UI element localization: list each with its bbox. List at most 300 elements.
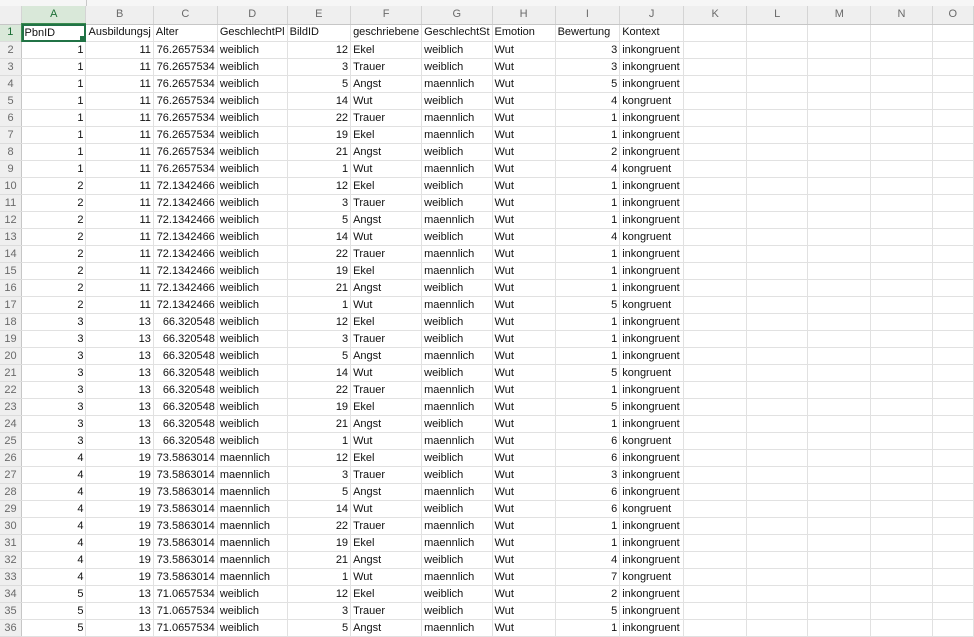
cell[interactable] bbox=[932, 212, 973, 229]
cell[interactable]: 3 bbox=[22, 365, 86, 382]
cell[interactable] bbox=[808, 433, 871, 450]
cell[interactable]: inkongruent bbox=[620, 314, 684, 331]
cell[interactable] bbox=[932, 603, 973, 620]
row-header[interactable]: 24 bbox=[0, 416, 22, 433]
cell[interactable]: 66.320548 bbox=[153, 365, 217, 382]
cell[interactable] bbox=[808, 365, 871, 382]
cell[interactable]: Wut bbox=[351, 161, 422, 178]
cell[interactable]: 76.2657534 bbox=[153, 110, 217, 127]
cell[interactable] bbox=[684, 212, 747, 229]
cell[interactable]: weiblich bbox=[217, 127, 287, 144]
cell[interactable] bbox=[871, 93, 932, 110]
cell[interactable] bbox=[747, 229, 808, 246]
cell[interactable]: 72.1342466 bbox=[153, 229, 217, 246]
cell[interactable] bbox=[871, 297, 932, 314]
select-all-corner[interactable] bbox=[0, 6, 22, 24]
cell[interactable]: 13 bbox=[86, 620, 153, 637]
cell[interactable]: 3 bbox=[287, 467, 350, 484]
cell[interactable]: maennlich bbox=[422, 382, 492, 399]
cell[interactable]: 19 bbox=[287, 535, 350, 552]
cell[interactable]: 4 bbox=[22, 450, 86, 467]
cell[interactable]: inkongruent bbox=[620, 535, 684, 552]
cell[interactable]: inkongruent bbox=[620, 467, 684, 484]
row-header[interactable]: 4 bbox=[0, 76, 22, 93]
cell[interactable]: weiblich bbox=[422, 93, 492, 110]
cell[interactable]: weiblich bbox=[217, 382, 287, 399]
cell[interactable]: kongruent bbox=[620, 365, 684, 382]
cell[interactable] bbox=[684, 263, 747, 280]
cell[interactable]: weiblich bbox=[217, 212, 287, 229]
cell[interactable] bbox=[808, 382, 871, 399]
column-header-a[interactable]: A bbox=[22, 6, 86, 24]
cell[interactable]: maennlich bbox=[422, 433, 492, 450]
cell[interactable]: inkongruent bbox=[620, 416, 684, 433]
row-header[interactable]: 13 bbox=[0, 229, 22, 246]
cell[interactable]: inkongruent bbox=[620, 59, 684, 76]
row-header[interactable]: 32 bbox=[0, 552, 22, 569]
cell[interactable]: 21 bbox=[287, 280, 350, 297]
cell[interactable] bbox=[684, 59, 747, 76]
cell[interactable]: 3 bbox=[555, 467, 620, 484]
cell[interactable]: maennlich bbox=[422, 212, 492, 229]
row-header[interactable]: 31 bbox=[0, 535, 22, 552]
cell[interactable]: 3 bbox=[555, 42, 620, 59]
cell[interactable]: 5 bbox=[287, 348, 350, 365]
cell[interactable]: 1 bbox=[287, 161, 350, 178]
cell[interactable]: 71.0657534 bbox=[153, 586, 217, 603]
cell[interactable]: weiblich bbox=[217, 195, 287, 212]
cell[interactable]: inkongruent bbox=[620, 110, 684, 127]
cell[interactable]: 11 bbox=[86, 161, 153, 178]
cell[interactable]: Ekel bbox=[351, 42, 422, 59]
cell[interactable]: 2 bbox=[555, 144, 620, 161]
cell[interactable]: 11 bbox=[86, 127, 153, 144]
cell[interactable]: Wut bbox=[492, 399, 555, 416]
cell[interactable]: 72.1342466 bbox=[153, 195, 217, 212]
cell[interactable]: Ekel bbox=[351, 535, 422, 552]
cell[interactable]: 11 bbox=[86, 229, 153, 246]
cell[interactable]: weiblich bbox=[217, 161, 287, 178]
cell[interactable]: 5 bbox=[555, 399, 620, 416]
cell[interactable] bbox=[684, 24, 747, 42]
cell[interactable]: 1 bbox=[555, 110, 620, 127]
cell[interactable]: 14 bbox=[287, 93, 350, 110]
cell[interactable] bbox=[808, 518, 871, 535]
cell[interactable]: Wut bbox=[492, 195, 555, 212]
column-header-b[interactable]: B bbox=[86, 6, 153, 24]
cell[interactable] bbox=[932, 433, 973, 450]
cell[interactable]: 11 bbox=[86, 212, 153, 229]
cell[interactable]: 22 bbox=[287, 518, 350, 535]
cell[interactable]: 1 bbox=[555, 382, 620, 399]
cell[interactable]: 2 bbox=[22, 195, 86, 212]
cell[interactable]: Trauer bbox=[351, 59, 422, 76]
cell[interactable]: Wut bbox=[492, 450, 555, 467]
cell[interactable]: 5 bbox=[555, 76, 620, 93]
cell[interactable] bbox=[684, 603, 747, 620]
cell[interactable] bbox=[808, 59, 871, 76]
cell[interactable]: 1 bbox=[22, 127, 86, 144]
cell[interactable] bbox=[747, 280, 808, 297]
cell[interactable]: weiblich bbox=[217, 399, 287, 416]
cell[interactable]: weiblich bbox=[217, 603, 287, 620]
cell[interactable]: weiblich bbox=[422, 586, 492, 603]
cell[interactable]: 4 bbox=[22, 518, 86, 535]
cell[interactable] bbox=[684, 76, 747, 93]
cell[interactable] bbox=[808, 416, 871, 433]
cell[interactable]: 3 bbox=[287, 603, 350, 620]
cell[interactable] bbox=[932, 127, 973, 144]
cell[interactable]: weiblich bbox=[422, 195, 492, 212]
cell[interactable]: weiblich bbox=[217, 93, 287, 110]
cell[interactable]: Wut bbox=[492, 433, 555, 450]
cell[interactable] bbox=[871, 110, 932, 127]
cell[interactable]: 1 bbox=[555, 246, 620, 263]
cell[interactable] bbox=[747, 382, 808, 399]
row-header[interactable]: 27 bbox=[0, 467, 22, 484]
cell[interactable] bbox=[747, 212, 808, 229]
cell[interactable] bbox=[871, 382, 932, 399]
cell[interactable]: 76.2657534 bbox=[153, 127, 217, 144]
cell[interactable]: maennlich bbox=[422, 110, 492, 127]
cell[interactable] bbox=[808, 263, 871, 280]
cell[interactable]: Angst bbox=[351, 144, 422, 161]
cell[interactable]: 73.5863014 bbox=[153, 450, 217, 467]
cell[interactable]: 19 bbox=[86, 450, 153, 467]
cell[interactable]: 22 bbox=[287, 110, 350, 127]
cell[interactable]: 11 bbox=[86, 297, 153, 314]
column-header-k[interactable]: K bbox=[684, 6, 747, 24]
cell[interactable]: inkongruent bbox=[620, 212, 684, 229]
cell[interactable]: 1 bbox=[22, 93, 86, 110]
cell[interactable]: 4 bbox=[22, 569, 86, 586]
cell[interactable]: 13 bbox=[86, 416, 153, 433]
row-header[interactable]: 12 bbox=[0, 212, 22, 229]
cell[interactable]: 73.5863014 bbox=[153, 484, 217, 501]
cell[interactable]: Wut bbox=[492, 246, 555, 263]
cell[interactable]: weiblich bbox=[422, 467, 492, 484]
cell[interactable]: Ausbildungsj bbox=[86, 24, 153, 42]
cell[interactable]: 1 bbox=[555, 212, 620, 229]
cell[interactable]: Ekel bbox=[351, 314, 422, 331]
cell[interactable]: maennlich bbox=[217, 518, 287, 535]
cell[interactable]: 72.1342466 bbox=[153, 280, 217, 297]
cell[interactable] bbox=[871, 42, 932, 59]
row-header[interactable]: 20 bbox=[0, 348, 22, 365]
cell[interactable]: weiblich bbox=[217, 297, 287, 314]
cell[interactable]: 73.5863014 bbox=[153, 467, 217, 484]
cell[interactable] bbox=[684, 552, 747, 569]
cell[interactable] bbox=[747, 314, 808, 331]
cell[interactable]: 1 bbox=[22, 42, 86, 59]
cell[interactable]: 11 bbox=[86, 280, 153, 297]
cell[interactable] bbox=[808, 603, 871, 620]
row-header[interactable]: 16 bbox=[0, 280, 22, 297]
row-header[interactable]: 23 bbox=[0, 399, 22, 416]
cell[interactable] bbox=[684, 348, 747, 365]
cell[interactable]: weiblich bbox=[217, 620, 287, 637]
cell[interactable]: weiblich bbox=[422, 552, 492, 569]
cell[interactable]: weiblich bbox=[217, 365, 287, 382]
cell[interactable] bbox=[684, 433, 747, 450]
cell[interactable]: inkongruent bbox=[620, 518, 684, 535]
cell[interactable]: 4 bbox=[22, 552, 86, 569]
cell[interactable] bbox=[932, 229, 973, 246]
cell[interactable] bbox=[932, 161, 973, 178]
cell[interactable]: inkongruent bbox=[620, 178, 684, 195]
cell[interactable] bbox=[808, 229, 871, 246]
cell[interactable] bbox=[684, 229, 747, 246]
cell[interactable]: kongruent bbox=[620, 569, 684, 586]
cell[interactable]: kongruent bbox=[620, 161, 684, 178]
cell[interactable]: GeschlechtPl bbox=[217, 24, 287, 42]
cell[interactable]: Wut bbox=[492, 518, 555, 535]
cell[interactable]: 1 bbox=[22, 110, 86, 127]
cell[interactable]: weiblich bbox=[422, 59, 492, 76]
cell[interactable]: 4 bbox=[555, 93, 620, 110]
cell[interactable]: 19 bbox=[86, 484, 153, 501]
cell[interactable]: 72.1342466 bbox=[153, 246, 217, 263]
cell[interactable] bbox=[747, 297, 808, 314]
cell[interactable]: BildID bbox=[287, 24, 350, 42]
cell[interactable]: maennlich bbox=[422, 263, 492, 280]
cell[interactable]: 3 bbox=[22, 399, 86, 416]
cell[interactable]: 72.1342466 bbox=[153, 178, 217, 195]
cell[interactable]: 1 bbox=[555, 535, 620, 552]
cell[interactable]: Ekel bbox=[351, 450, 422, 467]
row-header[interactable]: 10 bbox=[0, 178, 22, 195]
cell[interactable] bbox=[932, 76, 973, 93]
cell[interactable] bbox=[747, 433, 808, 450]
column-header-i[interactable]: I bbox=[555, 6, 620, 24]
cell[interactable] bbox=[684, 569, 747, 586]
cell[interactable]: 19 bbox=[86, 552, 153, 569]
cell[interactable]: maennlich bbox=[422, 399, 492, 416]
row-header[interactable]: 1 bbox=[0, 24, 22, 42]
cell[interactable] bbox=[808, 399, 871, 416]
cell[interactable] bbox=[747, 59, 808, 76]
cell[interactable]: 5 bbox=[287, 212, 350, 229]
cell[interactable] bbox=[808, 501, 871, 518]
cell[interactable] bbox=[684, 195, 747, 212]
cell[interactable] bbox=[932, 93, 973, 110]
cell[interactable]: 11 bbox=[86, 246, 153, 263]
cell[interactable] bbox=[747, 484, 808, 501]
cell[interactable]: 2 bbox=[22, 280, 86, 297]
row-header[interactable]: 30 bbox=[0, 518, 22, 535]
cell[interactable]: 13 bbox=[86, 382, 153, 399]
column-header-e[interactable]: E bbox=[287, 6, 350, 24]
cell[interactable] bbox=[932, 314, 973, 331]
cell[interactable] bbox=[932, 535, 973, 552]
cell[interactable]: maennlich bbox=[422, 76, 492, 93]
cell[interactable]: inkongruent bbox=[620, 603, 684, 620]
cell[interactable] bbox=[932, 246, 973, 263]
cell[interactable]: 5 bbox=[555, 365, 620, 382]
cell[interactable] bbox=[871, 603, 932, 620]
cell[interactable] bbox=[932, 263, 973, 280]
cell[interactable] bbox=[808, 569, 871, 586]
cell[interactable]: Wut bbox=[351, 501, 422, 518]
cell[interactable] bbox=[932, 24, 973, 42]
cell[interactable]: weiblich bbox=[217, 59, 287, 76]
cell[interactable]: 6 bbox=[555, 433, 620, 450]
cell[interactable] bbox=[932, 144, 973, 161]
row-header[interactable]: 18 bbox=[0, 314, 22, 331]
cell[interactable]: Wut bbox=[492, 161, 555, 178]
cell[interactable]: inkongruent bbox=[620, 42, 684, 59]
cell[interactable]: 72.1342466 bbox=[153, 263, 217, 280]
cell[interactable] bbox=[871, 178, 932, 195]
cell[interactable]: Wut bbox=[492, 586, 555, 603]
cell[interactable] bbox=[808, 144, 871, 161]
cell[interactable] bbox=[871, 76, 932, 93]
cell[interactable]: 19 bbox=[287, 127, 350, 144]
cell[interactable]: inkongruent bbox=[620, 620, 684, 637]
cell[interactable]: Wut bbox=[492, 59, 555, 76]
cell[interactable]: Angst bbox=[351, 416, 422, 433]
cell[interactable]: Angst bbox=[351, 212, 422, 229]
cell[interactable] bbox=[684, 484, 747, 501]
cell[interactable]: weiblich bbox=[217, 229, 287, 246]
cell[interactable]: weiblich bbox=[217, 586, 287, 603]
row-header[interactable]: 34 bbox=[0, 586, 22, 603]
cell[interactable] bbox=[808, 450, 871, 467]
cell[interactable]: Wut bbox=[492, 382, 555, 399]
cell[interactable] bbox=[808, 467, 871, 484]
row-header[interactable]: 5 bbox=[0, 93, 22, 110]
cell[interactable]: Wut bbox=[351, 93, 422, 110]
row-header[interactable]: 7 bbox=[0, 127, 22, 144]
cell[interactable]: weiblich bbox=[217, 433, 287, 450]
cell[interactable]: 72.1342466 bbox=[153, 212, 217, 229]
cell[interactable]: 19 bbox=[86, 535, 153, 552]
cell[interactable]: Ekel bbox=[351, 178, 422, 195]
cell[interactable]: 13 bbox=[86, 331, 153, 348]
cell[interactable]: 13 bbox=[86, 586, 153, 603]
cell[interactable] bbox=[932, 348, 973, 365]
cell[interactable] bbox=[871, 552, 932, 569]
cell[interactable]: 1 bbox=[555, 178, 620, 195]
cell[interactable]: 12 bbox=[287, 450, 350, 467]
cell[interactable]: 76.2657534 bbox=[153, 42, 217, 59]
cell[interactable] bbox=[747, 110, 808, 127]
column-header-m[interactable]: M bbox=[808, 6, 871, 24]
cell[interactable]: 14 bbox=[287, 501, 350, 518]
cell[interactable]: 66.320548 bbox=[153, 331, 217, 348]
cell[interactable] bbox=[684, 620, 747, 637]
cell[interactable] bbox=[932, 59, 973, 76]
cell[interactable]: weiblich bbox=[217, 280, 287, 297]
cell[interactable] bbox=[932, 382, 973, 399]
cell[interactable]: 76.2657534 bbox=[153, 76, 217, 93]
cell[interactable] bbox=[747, 93, 808, 110]
cell[interactable]: Angst bbox=[351, 620, 422, 637]
cell[interactable]: Wut bbox=[492, 331, 555, 348]
cell[interactable] bbox=[871, 433, 932, 450]
cell[interactable]: Wut bbox=[492, 212, 555, 229]
cell[interactable]: maennlich bbox=[422, 348, 492, 365]
cell[interactable] bbox=[932, 518, 973, 535]
cell[interactable] bbox=[871, 195, 932, 212]
cell[interactable]: 14 bbox=[287, 365, 350, 382]
cell[interactable]: kongruent bbox=[620, 501, 684, 518]
cell[interactable]: kongruent bbox=[620, 229, 684, 246]
cell[interactable] bbox=[747, 450, 808, 467]
cell[interactable] bbox=[684, 144, 747, 161]
cell[interactable]: 1 bbox=[22, 76, 86, 93]
cell[interactable]: Trauer bbox=[351, 195, 422, 212]
cell[interactable]: 4 bbox=[22, 467, 86, 484]
cell[interactable]: Wut bbox=[492, 416, 555, 433]
cell[interactable]: 73.5863014 bbox=[153, 569, 217, 586]
cell[interactable]: weiblich bbox=[422, 603, 492, 620]
cell[interactable]: 1 bbox=[22, 161, 86, 178]
row-header[interactable]: 2 bbox=[0, 42, 22, 59]
cell[interactable]: inkongruent bbox=[620, 348, 684, 365]
cell[interactable]: 12 bbox=[287, 178, 350, 195]
row-header[interactable]: 29 bbox=[0, 501, 22, 518]
cell[interactable]: Wut bbox=[492, 76, 555, 93]
column-header-f[interactable]: F bbox=[351, 6, 422, 24]
cell[interactable]: weiblich bbox=[217, 144, 287, 161]
cell[interactable]: Wut bbox=[351, 297, 422, 314]
cell[interactable] bbox=[808, 127, 871, 144]
cell[interactable]: maennlich bbox=[422, 246, 492, 263]
cell[interactable] bbox=[932, 501, 973, 518]
cell[interactable]: 76.2657534 bbox=[153, 93, 217, 110]
cell[interactable] bbox=[684, 450, 747, 467]
cell[interactable]: 21 bbox=[287, 552, 350, 569]
cell[interactable]: weiblich bbox=[217, 42, 287, 59]
cell[interactable]: 66.320548 bbox=[153, 348, 217, 365]
cell[interactable]: Wut bbox=[492, 348, 555, 365]
cell[interactable]: 1 bbox=[287, 297, 350, 314]
cell[interactable]: weiblich bbox=[217, 246, 287, 263]
cell[interactable] bbox=[684, 314, 747, 331]
cell[interactable]: maennlich bbox=[217, 569, 287, 586]
cell[interactable]: Wut bbox=[351, 229, 422, 246]
cell[interactable] bbox=[684, 467, 747, 484]
cell[interactable]: Alter bbox=[153, 24, 217, 42]
cell[interactable]: maennlich bbox=[422, 297, 492, 314]
row-header[interactable]: 21 bbox=[0, 365, 22, 382]
cell[interactable]: maennlich bbox=[217, 501, 287, 518]
cell[interactable] bbox=[932, 467, 973, 484]
cell[interactable]: weiblich bbox=[422, 42, 492, 59]
cell[interactable]: 3 bbox=[287, 331, 350, 348]
cell[interactable]: 19 bbox=[86, 467, 153, 484]
cell[interactable] bbox=[684, 382, 747, 399]
cell[interactable]: Wut bbox=[492, 110, 555, 127]
cell[interactable]: inkongruent bbox=[620, 246, 684, 263]
cell[interactable]: Kontext bbox=[620, 24, 684, 42]
cell[interactable]: 19 bbox=[86, 518, 153, 535]
cell[interactable]: 11 bbox=[86, 59, 153, 76]
cell[interactable]: 72.1342466 bbox=[153, 297, 217, 314]
cell[interactable] bbox=[747, 535, 808, 552]
cell[interactable] bbox=[684, 178, 747, 195]
cell[interactable]: inkongruent bbox=[620, 382, 684, 399]
cell[interactable]: inkongruent bbox=[620, 399, 684, 416]
cell[interactable]: Emotion bbox=[492, 24, 555, 42]
cell[interactable]: weiblich bbox=[217, 416, 287, 433]
cell[interactable]: 1 bbox=[555, 348, 620, 365]
cell[interactable]: weiblich bbox=[217, 76, 287, 93]
cell[interactable] bbox=[871, 263, 932, 280]
cell[interactable]: 13 bbox=[86, 433, 153, 450]
cell[interactable] bbox=[747, 603, 808, 620]
